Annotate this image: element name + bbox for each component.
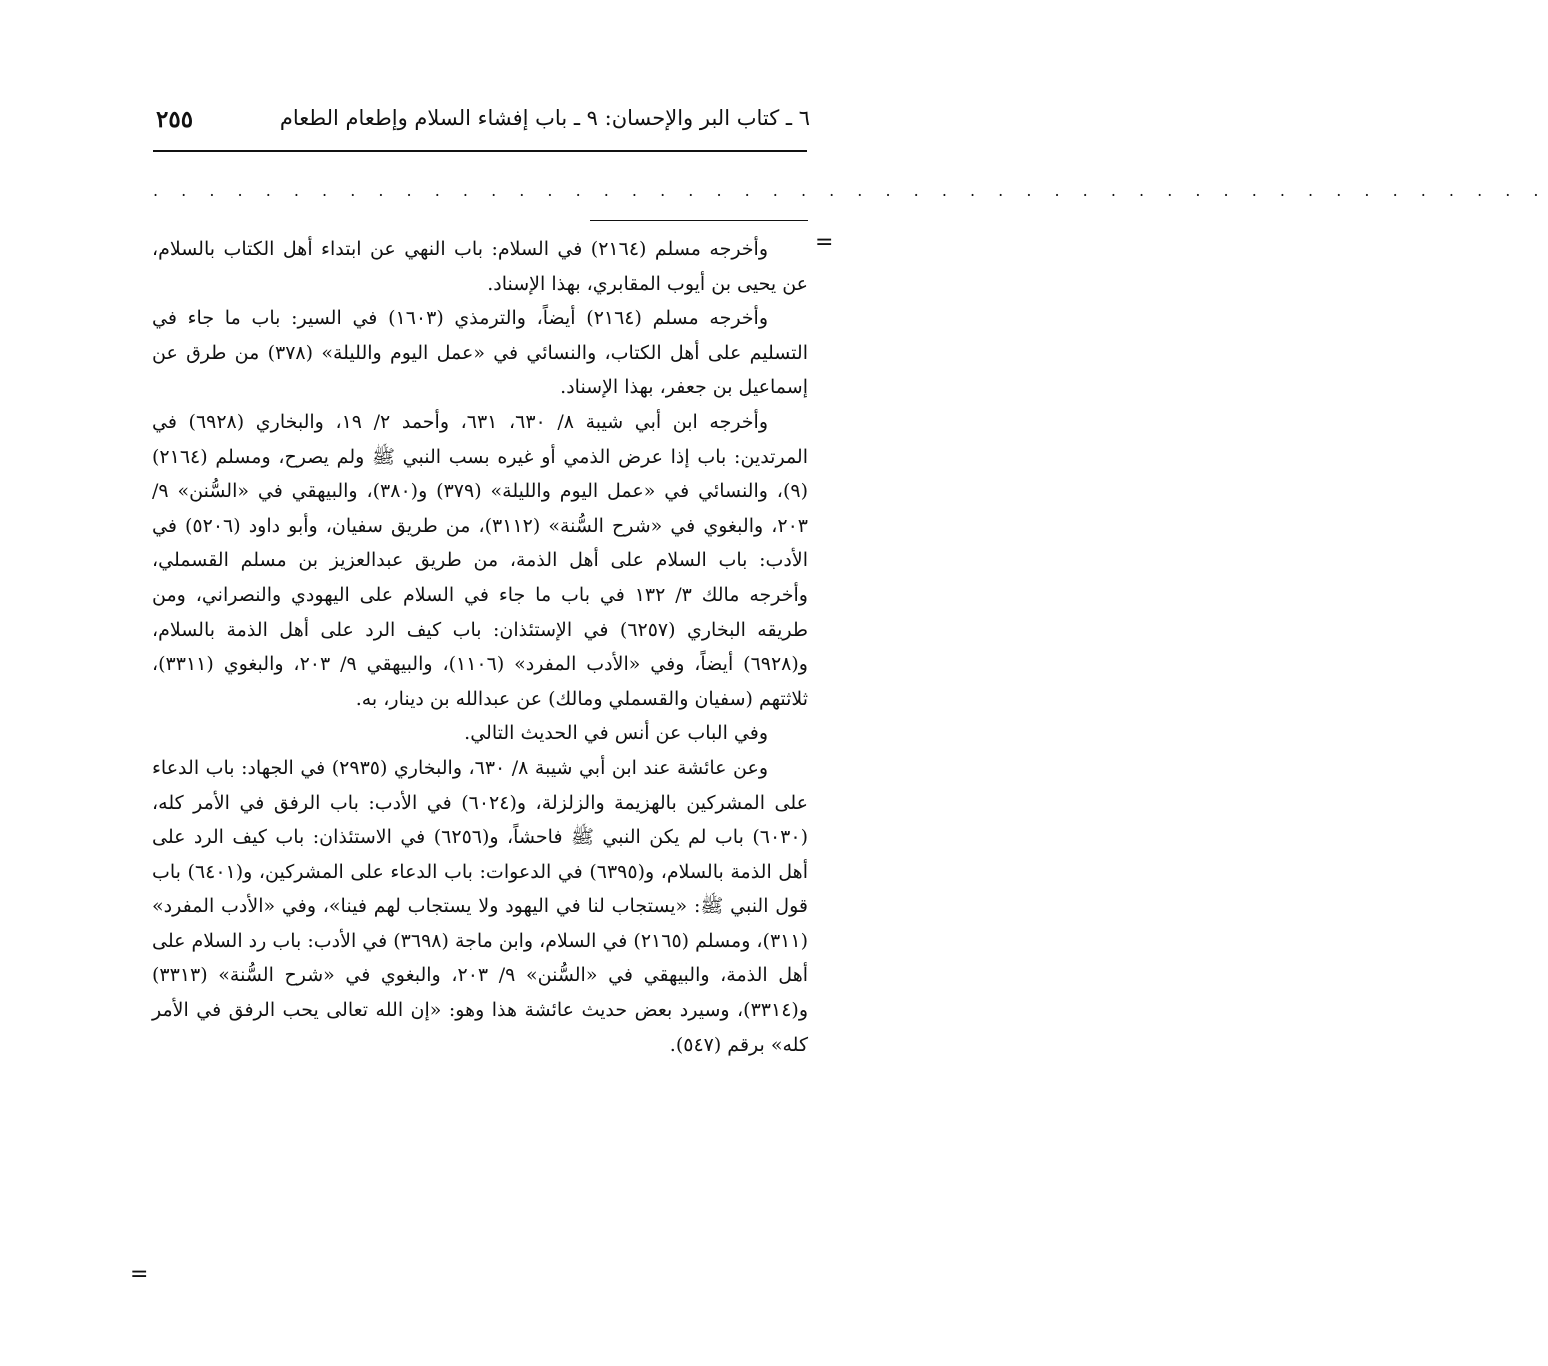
page-number: ٢٥٥ xyxy=(156,106,194,133)
footnote-paragraph: وأخرجه مسلم (٢١٦٤) أيضاً، والترمذي (١٦٠٣) في السير: باب ما جاء في التسليم على أهل الكتاب، والنسائي في «عمل اليوم والليلة» (٣٧٨) من طرق عن إسماعيل بن جعفر، بهذا الإسناد. xyxy=(152,307,808,399)
dotted-separator: . . . . . . . . . . . . . . . . . . . . . . . . . . . . . . . . . . . . . . . . . . . . . . . . . . xyxy=(153,181,1548,200)
continuation-mark-top: = xyxy=(815,230,834,255)
footnote-paragraph: وأخرجه مسلم (٢١٦٤) في السلام: باب النهي عن ابتداء أهل الكتاب بالسلام، عن يحيى بن أيوب المقابري، بهذا الإسناد. xyxy=(152,238,808,295)
footnote-paragraph: وأخرجه ابن أبي شيبة ٨/ ٦٣٠، ٦٣١، وأحمد ٢/ ١٩، والبخاري (٦٩٢٨) في المرتدين: باب إذا عرض الذمي أو غيره بسب النبي ﷺ ولم يصرح، ومسلم (٢١٦٤) (٩)، والنسائي في «عمل اليوم والليلة» (٣٧٩) و(٣٨٠)، والبيهقي في «السُّنن» ٩/ ٢٠٣، والبغوي في «شرح السُّنة» (٣١١٢)، من طريق سفيان، وأبو داود (٥٢٠٦) في الأدب: باب السلام على أهل الذمة، من طريق عبدالعزيز بن مسلم القسملي، وأخرجه مالك ٣/ ١٣٢ في باب ما جاء في السلام على اليهودي والنصراني، ومن طريقه البخاري (٦٢٥٧) في الإستئذان: باب كيف الرد على أهل الذمة بالسلام، و(٦٩٢٨) أيضاً، وفي «الأدب المفرد» (١١٠٦)، والبيهقي ٩/ ٢٠٣، والبغوي (٣٣١١)، ثلاثتهم (سفيان والقسملي ومالك) عن عبدالله بن دينار، به. xyxy=(152,410,808,710)
footnote-paragraph: وعن عائشة عند ابن أبي شيبة ٨/ ٦٣٠، والبخاري (٢٩٣٥) في الجهاد: باب الدعاء على المشركين بالهزيمة والزلزلة، و(٦٠٢٤) في الأدب: باب الرفق في الأمر كله، (٦٠٣٠) باب لم يكن النبي ﷺ فاحشاً، و(٦٢٥٦) في الاستئذان: باب كيف الرد على أهل الذمة بالسلام، و(٦٣٩٥) في الدعوات: باب الدعاء على المشركين، و(٦٤٠١) باب قول النبي ﷺ: «يستجاب لنا في اليهود ولا يستجاب لهم فينا»، وفي «الأدب المفرد» (٣١١)، ومسلم (٢١٦٥) في السلام، وابن ماجة (٣٦٩٨) في الأدب: باب رد السلام على أهل الذمة، والبيهقي في «السُّنن» ٩/ ٢٠٣، والبغوي في «شرح السُّنة» (٣٣١٣) و(٣٣١٤)، وسيرد بعض حديث عائشة هذا وهو: «إن الله تعالى يحب الرفق في الأمر كله» برقم (٥٤٧). xyxy=(152,756,809,1056)
running-header xyxy=(150,106,810,146)
footnote-text xyxy=(152,232,808,1312)
header-rule xyxy=(153,150,807,152)
continuation-mark-bottom: = xyxy=(130,1262,149,1287)
chapter-title: ٦ ـ كتاب البر والإحسان: ٩ ـ باب إفشاء السلام وإطعام الطعام xyxy=(279,106,810,130)
footnote-paragraph: وفي الباب عن أنس في الحديث التالي. xyxy=(464,722,768,745)
footnote-rule xyxy=(590,220,808,221)
